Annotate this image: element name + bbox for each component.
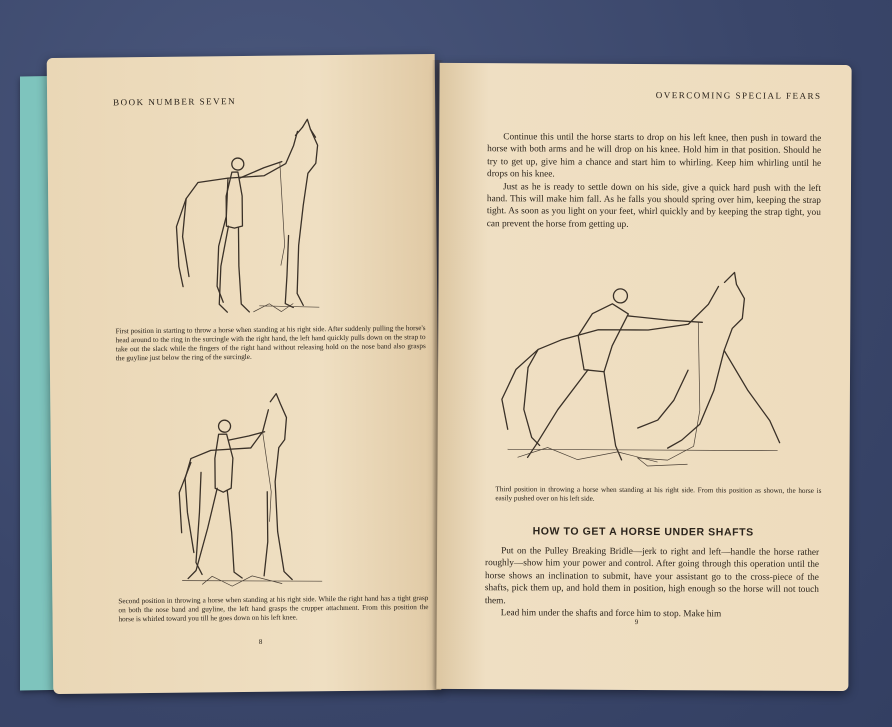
left-page [47, 54, 442, 694]
page-number-left: 8 [258, 637, 263, 646]
figure2-caption [118, 594, 428, 624]
paragraph-4: Lead him under the shafts and force him to stop. Make him [500, 608, 722, 620]
figure3-caption [495, 485, 821, 505]
illustration-man-throwing-horse-third-position [487, 269, 788, 479]
figure3-caption-text: Third position in throwing a horse when standing at his right side. From this position as shown, the horse is easily pushed over on his left side. [495, 485, 822, 503]
figure1-caption-text: First position in starting to throw a horse when standing at his right side. After suddenly pulling the horse's head around to the ring in the surcingle with the right hand, the left hand quickly pulls down on the strap to take out the slack while the fingers of the right hand without releasing hold on the nose band also grasps the guyline just below the ring of the surcingle. [115, 324, 426, 363]
illustration-man-holding-horse-second-position [170, 391, 332, 593]
right-page [436, 63, 851, 691]
running-head-left: BOOK NUMBER SEVEN [113, 96, 237, 108]
paragraph-1: Continue this until the horse starts to drop on his left knee, then push in toward the horse with both arms and he will drop on his knee. Hold him in that position. Should he try to get up, give him a chance and start him to whirling. Keep him whirling until he drops on his knee. [487, 132, 822, 180]
shafts-text-block [485, 545, 819, 621]
figure1-caption [116, 324, 426, 363]
intro-text-block [487, 131, 822, 232]
page-number-right: 9 [634, 617, 639, 626]
illustration-man-holding-horse-first-position [167, 115, 329, 327]
running-head-right: OVERCOMING SPECIAL FEARS [655, 90, 822, 101]
paragraph-3: Put on the Pulley Breaking Bridle—jerk to right and left—handle the horse rather roughly—show him your power and control. After going through this operation until the horse shows an inclination to submit, have your assistant go to the cross-piece of the shafts, pick them up, and hold them in position, high enough so the horse will not touch them. [484, 546, 820, 606]
figure2-caption-text: Second position in throwing a horse when standing at his right side. While the right hand has a tight grasp on both the nose band and guyline, the left hand grasps the crupper attachment. From this position the horse is whirled toward you till he goes down on his left knee. [118, 594, 429, 624]
section-heading: HOW TO GET A HORSE UNDER SHAFTS [532, 525, 754, 539]
paragraph-2: Just as he is ready to settle down on his side, give a quick hard push with the left hand. This will make him fall. As he falls you should spring over him, keeping the strap tight. As soon as you light on your feet, whirl quickly and by keeping the strap tight, you can prevent the horse from getting up. [486, 181, 822, 230]
